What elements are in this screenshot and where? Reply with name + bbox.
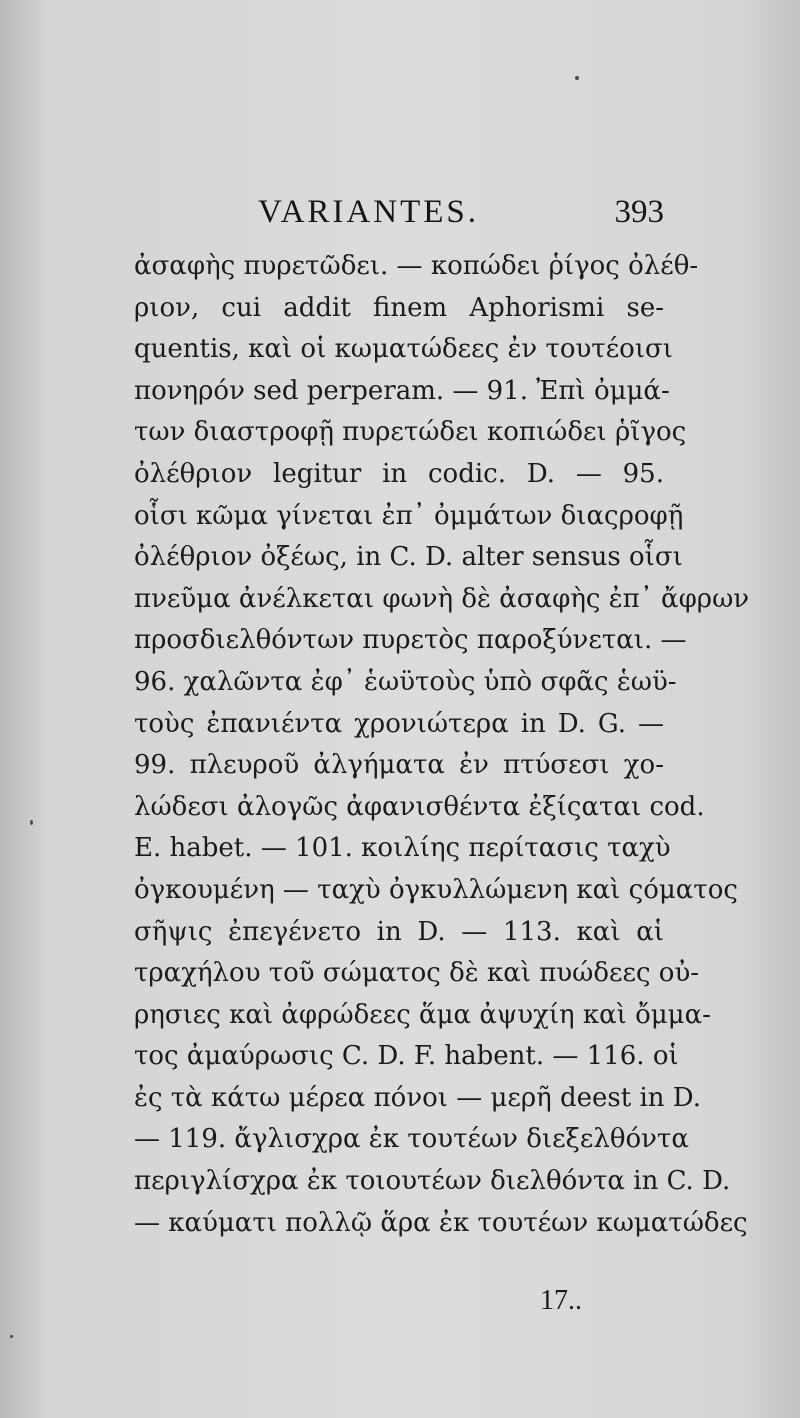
- paper-speck: [10, 1335, 13, 1338]
- text-line: 99. πλευροῦ ἀλγήματα ἐν πτύσεσι χο-: [134, 750, 664, 781]
- text-line: quentis, καὶ οἱ κωματώδεες ἐν τουτέοισι: [134, 334, 673, 365]
- text-line: προσδιελθόντων πυρετὸς παροξύνεται. —: [134, 625, 687, 656]
- running-title: VARIANTES.: [258, 194, 479, 230]
- text-line: ὀλέθριον ὀξέως, in C. D. alter sensus οἷσι: [134, 542, 683, 573]
- page-header: [134, 192, 664, 252]
- text-line: 96. χαλῶντα ἐφ᾽ ἑωϋτοὺς ὑπὸ σφᾶς ἑωϋ-: [134, 666, 677, 697]
- text-line: πνεῦμα ἀνέλκεται φωνὴ δὲ ἀσαφὴς ἐπ᾽ ἄφρων: [134, 583, 750, 614]
- text-line: πονηρόν sed perperam. — 91. Ἐπὶ ὀμμά-: [134, 375, 670, 406]
- text-line: τος ἀμαύρωσις C. D. F. habent. — 116. οἱ: [134, 1041, 679, 1072]
- text-line: ριον, cui addit finem Aphorismi se-: [134, 292, 664, 323]
- page-number: 393: [614, 194, 664, 230]
- text-line: των διαστροφῇ πυρετώδει κοπιώδει ῥῖγος: [134, 417, 687, 448]
- text-line: τραχήλου τοῦ σώματος δὲ καὶ πυώδεες οὐ-: [134, 958, 700, 989]
- text-line: — 119. ἄγλισχρα ἐκ τουτέων διεξελθόντα: [134, 1124, 689, 1155]
- text-line: ὀγκουμένη — ταχὺ ὀγκυλλώμενη καὶ ςόματος: [134, 874, 738, 905]
- paper-speck: [575, 76, 579, 80]
- text-line: — καύματι πολλῷ ἅρα ἐκ τουτέων κωματώδες: [134, 1207, 748, 1238]
- text-line: τοὺς ἐπανιέντα χρονιώτερα in D. G. —: [134, 708, 664, 739]
- body-text: [134, 246, 750, 1244]
- text-line: E. habet. — 101. κοιλίης περίτασις ταχὺ: [134, 833, 671, 864]
- text-line: λώδεσι ἀλογῶς ἀφανισθέντα ἐξίςαται cod.: [134, 791, 705, 822]
- text-line: ἀσαφὴς πυρετῶδει. — κοπώδει ῥίγος ὀλέθ-: [134, 251, 699, 281]
- text-line: ρησιες καὶ ἀφρώδεες ἅμα ἀψυχίη καὶ ὄμμα-: [134, 999, 711, 1030]
- text-line: οἷσι κῶμα γίνεται ἐπ᾽ ὀμμάτων διαςροφῇ: [134, 500, 684, 531]
- signature-mark: 17..: [540, 1285, 582, 1316]
- text-line: περιγλίσχρα ἐκ τοιουτέων διελθόντα in C. D.: [134, 1166, 731, 1197]
- text-line: ἐς τὰ κάτω μέρεα πόνοι — μερῆ deest in D.: [134, 1082, 701, 1113]
- text-line: σῆψις ἐπεγένετο in D. — 113. καὶ αἱ: [134, 916, 664, 947]
- paper-speck: [30, 820, 33, 825]
- text-line: ὀλέθριον legitur in codic. D. — 95.: [134, 458, 664, 489]
